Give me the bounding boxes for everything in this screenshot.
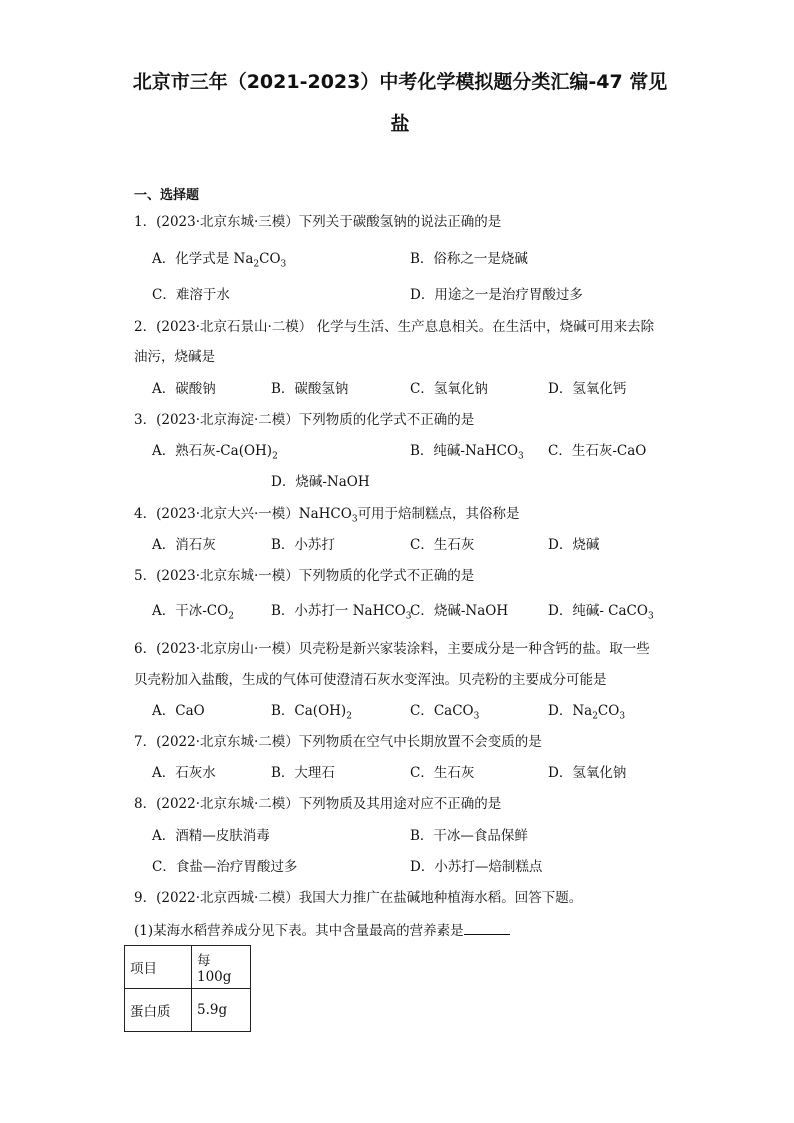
q1-stem: 1．(2023·北京东城·三模）下列关于碳酸氢钠的说法正确的是 [134,214,502,230]
q9-sub1: (1)某海水稻营养成分见下表。其中含量最高的营养素是 [134,920,510,940]
q1-option-a: A．化学式是 $Na_2CO_3$ [152,251,287,270]
nutrition-table [124,945,251,1032]
answer-blank [464,920,510,935]
q1-option-b: B．俗称之一是烧碱 [410,251,528,267]
q7-option-d: D．氢氧化钠 [548,765,627,781]
q6-option-d: D．$Na_2CO_3$ [548,703,626,722]
table-row [125,946,251,989]
q3-option-b: B．纯碱-NaHCO$_3$ [410,443,524,462]
q8-stem: 8．(2022·北京东城·二模）下列物质及其用途对应不正确的是 [134,796,502,812]
q1-option-d: D．用途之一是治疗胃酸过多 [410,287,583,303]
q5-option-b: B．小苏打一 NaHCO$_3$ [271,603,412,622]
table-cell: 项目 [125,946,192,989]
q6-option-c: C．CaCO$_3$ [410,703,480,722]
q2-option-b: B．碳酸氢钠 [271,381,349,397]
q1-option-c: C．难溶于水 [152,287,230,303]
q8-option-a: A．酒精—皮肤消毒 [152,828,270,844]
q6-option-b: B．$Ca(OH)_2$ [271,703,352,722]
q7-option-b: B．大理石 [271,765,335,781]
q3-stem: 3．(2023·北京海淀·二模）下列物质的化学式不正确的是 [134,412,475,428]
table-cell: 蛋白质 [125,989,192,1032]
q7-stem: 7．(2022·北京东城·二模）下列物质在空气中长期放置不会变质的是 [134,734,542,750]
q4-option-c: C．生石灰 [410,537,475,553]
table-row [125,989,251,1032]
page-title-line1: 北京市三年（2021-2023）中考化学模拟题分类汇编-47 常见 [132,71,668,93]
q4-option-d: D．烧碱 [548,537,600,553]
table-cell: 5.9g [192,989,251,1032]
q4-stem: 4．(2023·北京大兴·一模）NaHCO$_3$可用于焙制糕点，其俗称是 [134,506,520,525]
q3-option-d: D．烧碱-NaOH [271,474,370,490]
q8-option-c: C．食盐—治疗胃酸过多 [152,859,298,875]
q2-option-d: D．氢氧化钙 [548,381,627,397]
q3-option-a: A．熟石灰$-Ca(OH)_2$ [152,443,278,462]
q5-option-a: A．干冰$-CO_2$ [152,603,234,622]
q2-stem-line1: 2．(2023·北京石景山·二模） 化学与生活、生产息息相关。在生活中，烧碱可用来去除 [134,319,655,335]
q6-option-a: A．CaO [152,703,205,719]
q2-stem-line2: 油污，烧碱是 [134,349,215,365]
q2-option-a: A．碳酸钠 [152,381,216,397]
q6-stem-line2: 贝壳粉加入盐酸，生成的气体可使澄清石灰水变浑浊。贝壳粉的主要成分可能是 [134,672,607,688]
q9-stem: 9．(2022·北京西城·二模）我国大力推广在盐碱地种植海水稻。回答下题。 [134,890,583,906]
section-heading: 一、选择题 [134,188,200,203]
page-title-line2: 盐 [390,113,410,135]
q3-option-c: C．生石灰-CaO [548,443,647,459]
q8-option-d: D．小苏打—焙制糕点 [410,859,543,875]
q2-option-c: C．氢氧化钠 [410,381,488,397]
table-cell: 每 100g [192,946,251,989]
q8-option-b: B．干冰—食品保鲜 [410,828,528,844]
q7-option-a: A．石灰水 [152,765,216,781]
q5-option-c: C．烧碱-NaOH [410,603,509,619]
q6-stem-line1: 6．(2023·北京房山·一模）贝壳粉是新兴家装涂料，主要成分是一种含钙的盐。取一些 [134,641,650,657]
q5-stem: 5．(2023·北京东城·一模）下列物质的化学式不正确的是 [134,568,475,584]
q7-option-c: C．生石灰 [410,765,475,781]
q5-option-d: D．纯碱- CaCO$_3$ [548,603,654,622]
q4-option-a: A．消石灰 [152,537,216,553]
q4-option-b: B．小苏打 [271,537,335,553]
